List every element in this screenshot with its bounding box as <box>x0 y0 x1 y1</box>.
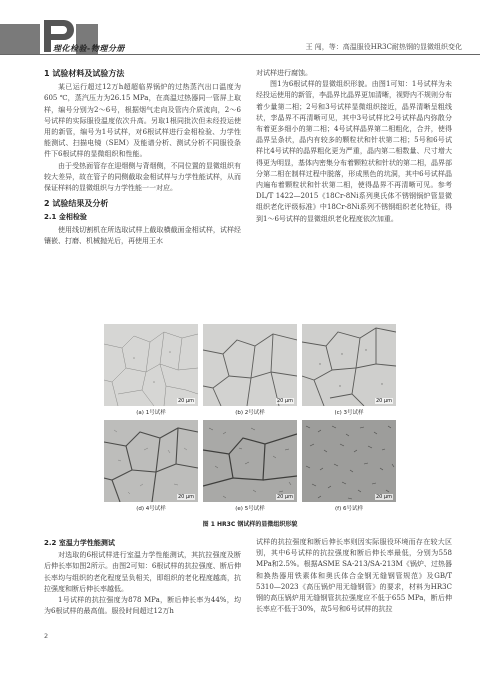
left-column-top <box>44 68 241 247</box>
section-heading-1: 1 试验材料及试验方法 <box>44 69 125 78</box>
figure-1-micrographs <box>104 324 396 524</box>
right-column-top <box>256 68 452 225</box>
scale-bar: 20 μm <box>177 494 194 500</box>
paragraph: 试样的抗拉强度和断后伸长率则因实际服役环境而存在较大区别，其中6号试样的抗拉强度和断后伸长率最低，分别为558 MPa和2.5%。根据ASME SA-213/SA-213M《锅炉、过热器和换热器用铁素体和奥氏体合金钢无缝钢管规范》及GB/T 5310—2023《高压锅炉用无缝钢管》的要求，材料为HR3C钢的高压锅炉用无缝钢管抗拉强度应不低于655 MPa，断后伸长率应不低于30%，故5号和6号试样的抗拉 <box>256 538 452 614</box>
subsection-heading-2-1: 2.1 金相检验 <box>44 213 87 222</box>
micrograph-panel-e <box>203 420 297 502</box>
scale-bar: 20 μm <box>375 494 392 500</box>
right-column-bottom <box>256 537 452 615</box>
journal-name: 理化检验-物理分册 <box>53 44 125 53</box>
section-heading-2: 2 试验结果及分析 <box>44 199 109 209</box>
paragraph: 图1为6根试样的显微组织形貌。由图1可知：1号试样为未经投运使用的新管，李晶界比晶界更加清晰，视野内不规则分布着少量第二相；2号和3号试样显微组织接近，晶界清晰呈粗线状，孪晶界不再清晰可见，其中3号试样比2号试样晶内弥散分布着更多细小的第二相；4号试样晶界第二相粗化，合并，使得晶界呈条状，晶内有较多的颗粒状和针状第二相；5号和6号试样比4号试样的晶界粗化更为严重，晶内第二相数量、尺寸增大得更为明显，基体内密集分布着颗粒状和针状的第二相，晶界部分第二相在制样过程中脱落，形成黑色的坑洞，其中6号试样晶内遍布着颗粒状和针状第二相，使得晶界不再清晰可见。参考DL/T 1422—2015《18Cr-8Ni系列奥氏体不锈钢锅炉管显微组织老化评级标准》中18Cr-8Ni系列不锈钢组织老化特征，得到1～6号试样的显微组织老化程度依次加重。 <box>256 80 452 223</box>
panel-caption-c: (c) 3号试样 <box>334 410 364 416</box>
paragraph: 1号试样的抗拉强度为878 MPa，断后伸长率为44%，均为6根试样的最高值。服役时间超过12万h <box>44 596 241 616</box>
scale-bar: 20 μm <box>177 398 194 404</box>
panel-caption-e: (e) 5号试样 <box>235 506 265 512</box>
panel-caption-d: (d) 4号试样 <box>136 506 166 512</box>
panel-caption-b: (b) 2号试样 <box>235 410 265 416</box>
scale-bar: 20 μm <box>276 398 293 404</box>
micrograph-panel-d <box>104 420 198 502</box>
paragraph: 对试样进行腐蚀。 <box>256 69 312 77</box>
running-title: 王 闯，等：高温服役HR3C耐热钢的显微组织变化 <box>305 43 462 51</box>
micrograph-panel-a <box>104 324 198 406</box>
paragraph: 由于受热面管存在迎烟侧与背烟侧，不同位置的显微组织有较大差异，故在管子的同侧截取金相试样与力学性能试样，从而保证样料的显微组织与力学性能一一对应。 <box>44 161 241 193</box>
micrograph-panel-f <box>302 420 396 502</box>
subsection-heading-2-2: 2.2 室温力学性能测试 <box>44 539 115 547</box>
micrograph-panel-c <box>302 324 396 406</box>
header-divider <box>0 54 480 55</box>
panel-caption-f: (f) 6号试样 <box>335 506 363 512</box>
left-column-bottom <box>44 536 241 617</box>
scale-bar: 20 μm <box>276 494 293 500</box>
paragraph: 某已运行超过12万h超超临界锅炉的过热蒸汽出口温度为605 ℃，蒸汽压力为26.15 MPa，在高温过热器同一管屏上取样，编号分别为2～6号，根据烟气走向及管内介质流向，2～6号试样的实际服役温度依次升高。另取1根同批次但未经投运使用的新管，编号为1号试样，对6根试样进行金相检验、力学性能测试、扫描电镜（SEM）及能谱分析、测试分析不同服役条件下6根试样的显微组织和性能。 <box>44 83 241 159</box>
panel-caption-a: (a) 1号试样 <box>136 410 166 416</box>
micrograph-panel-b <box>203 324 297 406</box>
page-header <box>0 0 480 62</box>
paragraph: 对选取的6根试样进行室温力学性能测试，其抗拉强度及断后伸长率如图2所示。由图2可知：6根试样的抗拉强度、断后伸长率均与组织的老化程度呈负相关，即组织的老化程度越高，抗拉强度和断后伸长率越低。 <box>44 551 241 593</box>
page-number: 2 <box>44 632 49 640</box>
paragraph: 使用线切割机在所选取试样上截取横截面金相试样，试样经镶嵌、打磨、机械抛光后，再使用王水 <box>44 225 241 245</box>
figure-caption: 图 1 HR3C 钢试样的显微组织形貌 <box>202 521 298 528</box>
scale-bar: 20 μm <box>375 398 392 404</box>
